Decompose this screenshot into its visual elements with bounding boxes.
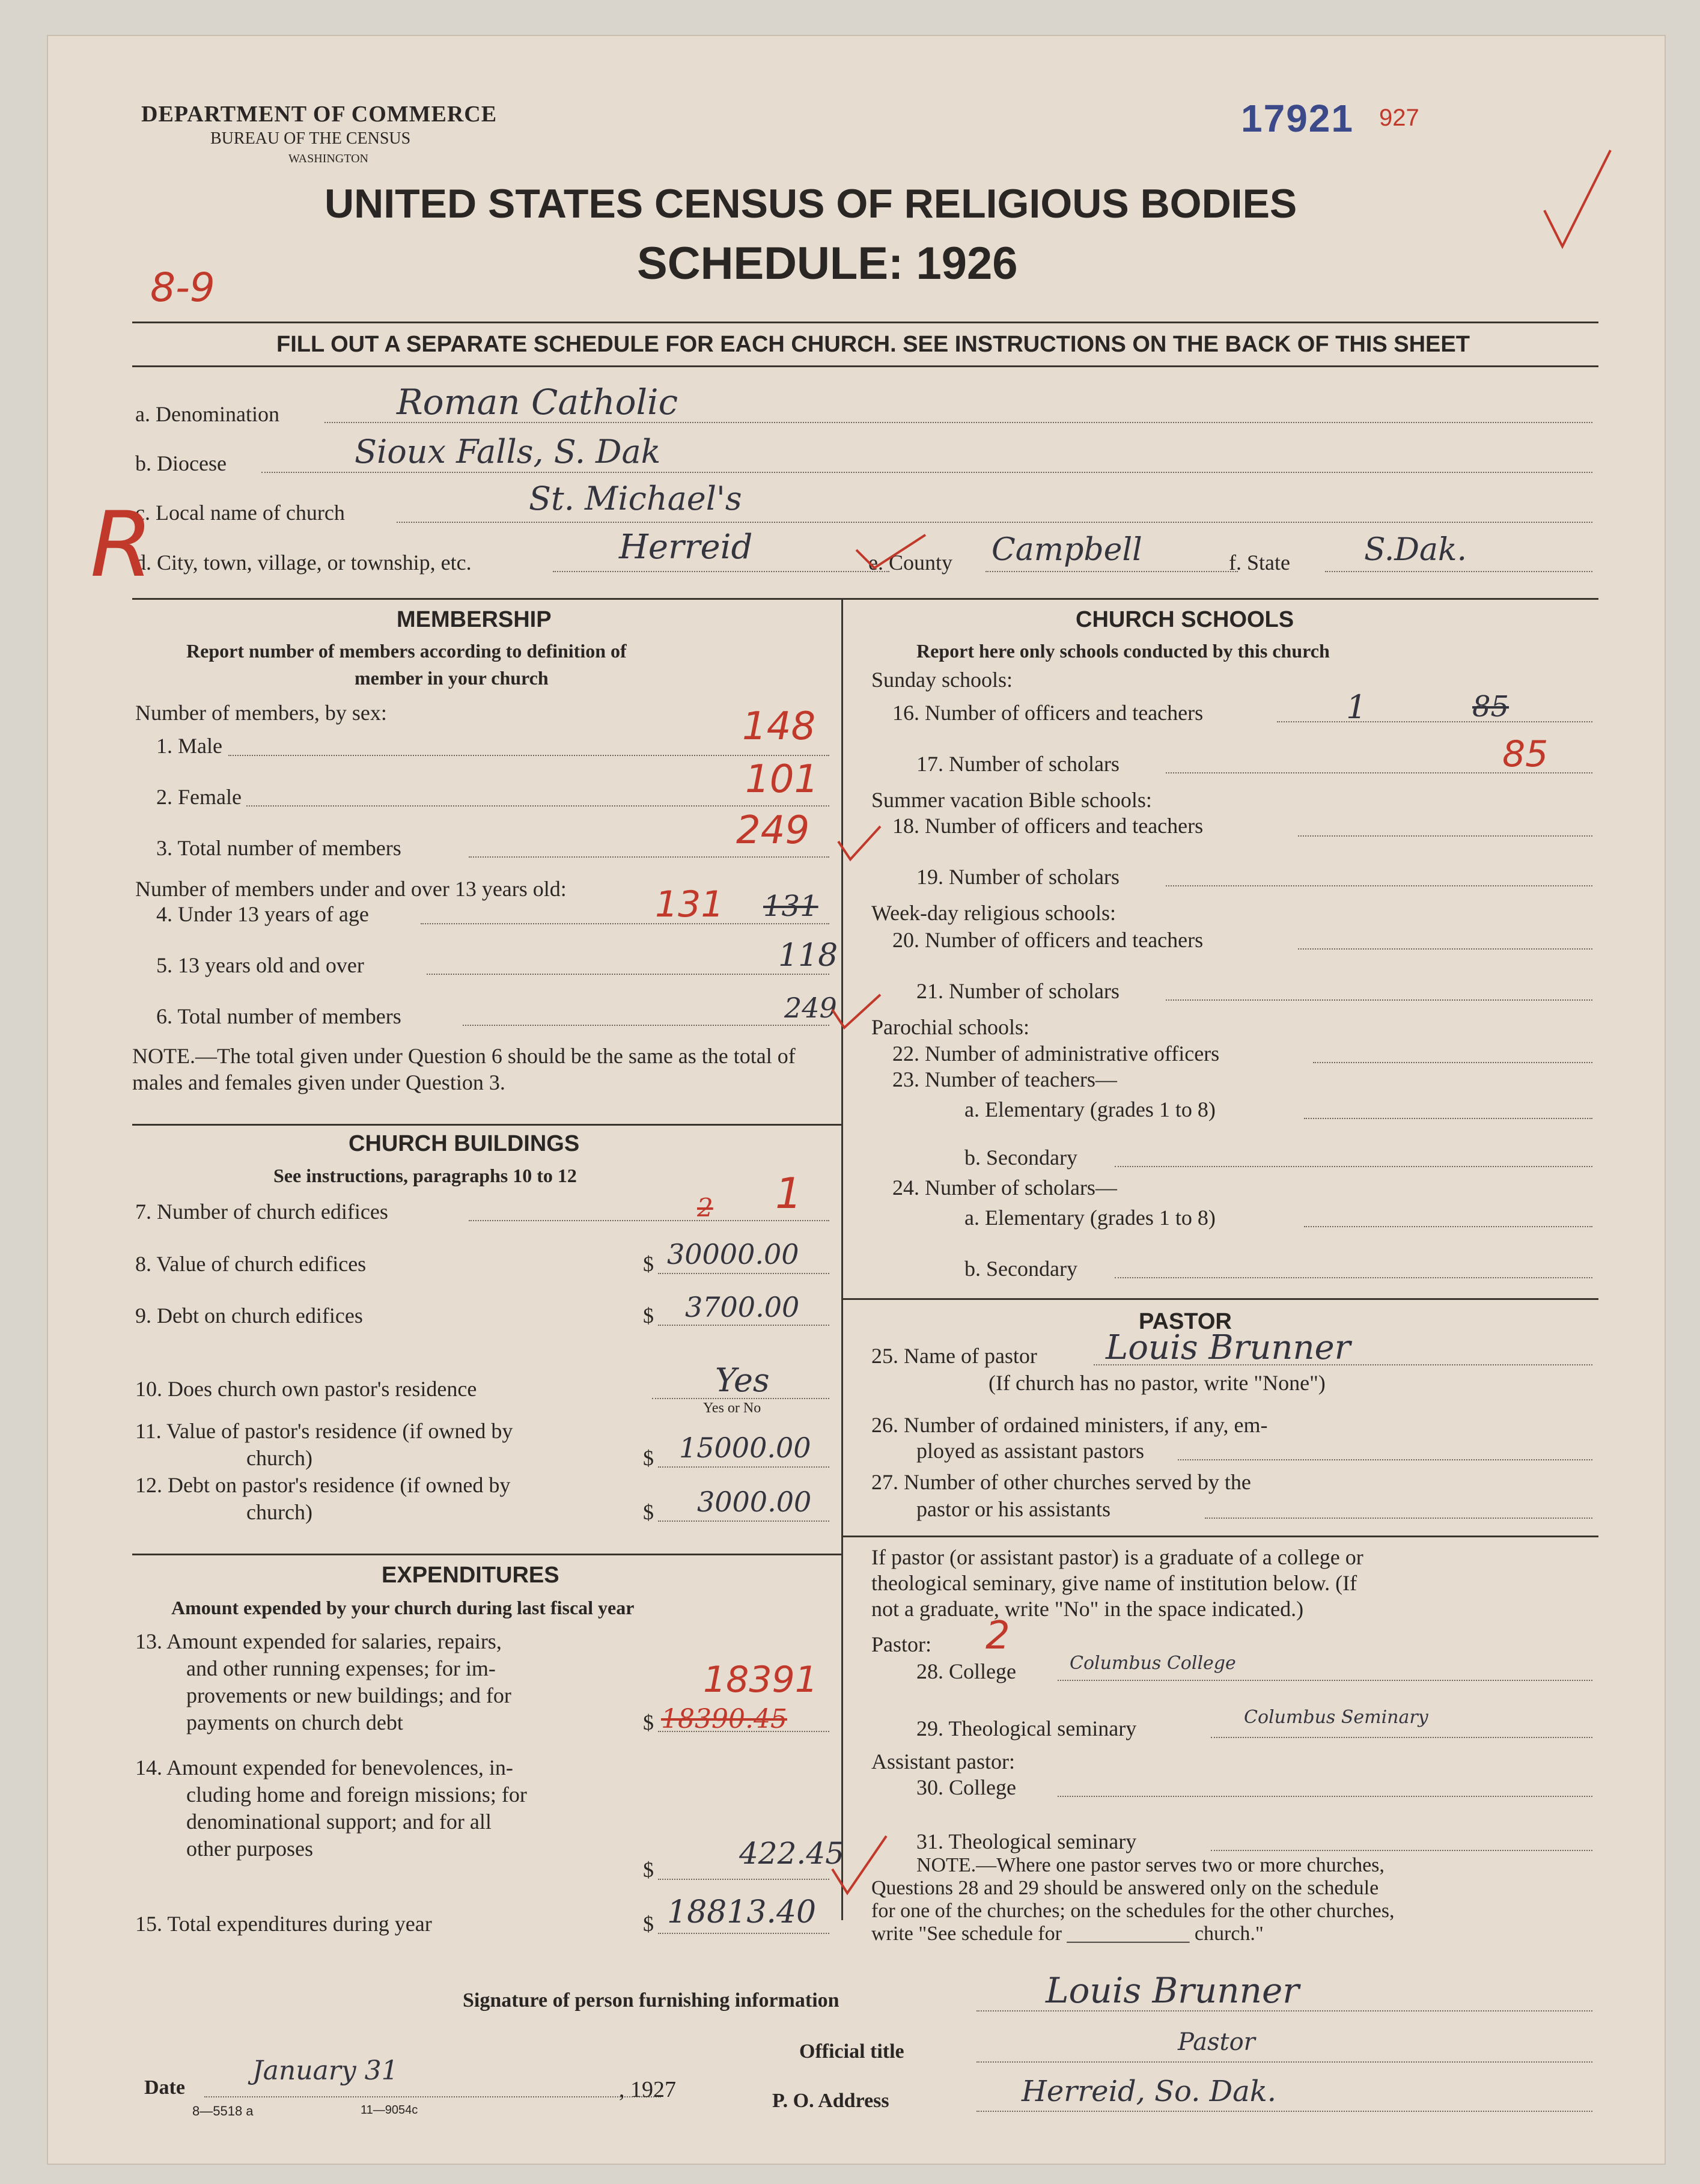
dollar-sign: $	[643, 1912, 654, 1936]
margin-mark: R	[90, 493, 153, 597]
q28-label: 28. College	[916, 1659, 1016, 1683]
receipt-stamp-suffix: 927	[1379, 105, 1419, 131]
church-name-label: c. Local name of church	[135, 501, 345, 525]
signature-field[interactable]: Louis Brunner	[1046, 1970, 1300, 2011]
by-sex-label: Number of members, by sex:	[135, 701, 387, 725]
under-13-label: 4. Under 13 years of age	[156, 902, 369, 926]
state-field[interactable]: S.Dak.	[1364, 532, 1467, 568]
instruction-banner: FILL OUT A SEPARATE SCHEDULE FOR EACH CHURCH. SEE INSTRUCTIONS ON THE BACK OF THIS SHEET	[276, 332, 1470, 357]
exp-14-field[interactable]: 422.45	[739, 1836, 844, 1871]
checkmark-icon	[1538, 144, 1616, 252]
exp-13-field[interactable]: 18391	[703, 1659, 818, 1701]
q24a-label: a. Elementary (grades 1 to 8)	[964, 1206, 1216, 1230]
buildings-heading: CHURCH BUILDINGS	[349, 1131, 580, 1156]
edifices-count-field[interactable]: 1	[775, 1169, 802, 1218]
page-title: UNITED STATES CENSUS OF RELIGIOUS BODIES	[324, 181, 1297, 227]
exp-14-line3: denominational support; and for all	[186, 1810, 492, 1834]
bureau-label: BUREAU OF THE CENSUS	[210, 129, 411, 148]
q17-label: 17. Number of scholars	[916, 752, 1120, 776]
q26-line2: ployed as assistant pastors	[916, 1439, 1144, 1463]
diocese-label: b. Diocese	[135, 451, 227, 475]
edifices-count-struck: 2	[697, 1193, 713, 1222]
membership-sub1: Report number of members according to definition of	[186, 640, 627, 662]
weekday-label: Week-day religious schools:	[871, 901, 1117, 925]
total-members-label: 3. Total number of members	[156, 836, 401, 860]
county-label: e. County	[868, 551, 952, 575]
date-field[interactable]: January 31	[252, 2055, 398, 2086]
q29-label: 29. Theological seminary	[916, 1716, 1137, 1740]
edifices-debt-field[interactable]: 3700.00	[685, 1291, 800, 1323]
assistant-label: Assistant pastor:	[871, 1749, 1015, 1774]
residence-value-label-2: church)	[246, 1446, 312, 1470]
pastor-college-field[interactable]: Columbus College	[1070, 1653, 1236, 1674]
q30-label: 30. College	[916, 1775, 1016, 1799]
q17-field[interactable]: 85	[1502, 733, 1549, 775]
pastor-seminary-field[interactable]: Columbus Seminary	[1244, 1707, 1428, 1728]
department-label: DEPARTMENT OF COMMERCE	[141, 102, 498, 127]
pastor-name-field[interactable]: Louis Brunner	[1106, 1328, 1351, 1367]
exp-13-struck: 18390.45	[661, 1704, 787, 1734]
yes-no-hint: Yes or No	[703, 1400, 761, 1416]
edifices-debt-label: 9. Debt on church edifices	[135, 1304, 363, 1328]
pastor-note-4: write "See schedule for ____________ church."	[871, 1923, 1264, 1945]
q31-label: 31. Theological seminary	[916, 1829, 1137, 1853]
q19-label: 19. Number of scholars	[916, 865, 1120, 889]
by-age-label: Number of members under and over 13 years old:	[135, 877, 567, 901]
exp-15-label: 15. Total expenditures during year	[135, 1912, 432, 1936]
q27-line2: pastor or his assistants	[916, 1497, 1110, 1521]
over-13-field[interactable]: 118	[778, 938, 838, 974]
pastor-note-3: for one of the churches; on the schedules for the other churches,	[871, 1900, 1395, 1922]
female-label: 2. Female	[156, 785, 242, 809]
owns-residence-label: 10. Does church own pastor's residence	[135, 1377, 477, 1401]
q23a-label: a. Elementary (grades 1 to 8)	[964, 1097, 1216, 1121]
pastor-sub-label: Pastor:	[871, 1632, 932, 1656]
print-number: 11—9054c	[361, 2103, 418, 2117]
schedule-title: SCHEDULE: 1926	[637, 238, 1018, 289]
pastor-note-2: Questions 28 and 29 should be answered only on the schedule	[871, 1877, 1379, 1899]
q22-label: 22. Number of administrative officers	[892, 1042, 1220, 1066]
sunday-label: Sunday schools:	[871, 668, 1013, 692]
q24-label: 24. Number of scholars—	[892, 1176, 1117, 1200]
exp-15-field[interactable]: 18813.40	[667, 1894, 817, 1930]
under-13-struck: 131	[763, 889, 818, 923]
grad-line2: theological seminary, give name of institution below. (If	[871, 1571, 1357, 1595]
total-members-field[interactable]: 249	[736, 808, 810, 853]
official-title-field[interactable]: Pastor	[1178, 2028, 1255, 2056]
q21-label: 21. Number of scholars	[916, 979, 1120, 1003]
parochial-label: Parochial schools:	[871, 1015, 1029, 1039]
city-label-row: d. City, town, village, or township, etc.	[135, 551, 472, 575]
membership-sub2: member in your church	[355, 667, 549, 689]
grad-line1: If pastor (or assistant pastor) is a graduate of a college or	[871, 1545, 1363, 1569]
male-label: 1. Male	[156, 734, 222, 758]
form-number: 8—5518 a	[192, 2103, 254, 2118]
residence-debt-field[interactable]: 3000.00	[697, 1486, 812, 1518]
edifices-count-label: 7. Number of church edifices	[135, 1200, 388, 1224]
dollar-sign: $	[643, 1500, 654, 1524]
residence-debt-label-2: church)	[246, 1500, 312, 1524]
exp-14-line2: cluding home and foreign missions; for	[186, 1783, 527, 1807]
census-schedule-sheet	[48, 36, 1665, 2164]
residence-value-label: 11. Value of pastor's residence (if owned by	[135, 1419, 513, 1443]
q20-label: 20. Number of officers and teachers	[892, 928, 1204, 952]
summer-label: Summer vacation Bible schools:	[871, 788, 1152, 812]
owns-residence-field[interactable]: Yes	[715, 1361, 770, 1399]
residence-debt-label: 12. Debt on pastor's residence (if owned by	[135, 1473, 511, 1497]
denomination-label: a. Denomination	[135, 402, 279, 426]
grad-line3: not a graduate, write "No" in the space indicated.)	[871, 1597, 1304, 1621]
q23-label: 23. Number of teachers—	[892, 1067, 1117, 1091]
schools-heading: CHURCH SCHOOLS	[1076, 607, 1294, 632]
dollar-sign: $	[643, 1252, 654, 1276]
q18-label: 18. Number of officers and teachers	[892, 814, 1204, 838]
exp-14-line1: 14. Amount expended for benevolences, in-	[135, 1755, 513, 1780]
exp-13-line2: and other running expenses; for im-	[186, 1656, 496, 1680]
dollar-sign: $	[643, 1446, 654, 1470]
city-field[interactable]: Herreid	[619, 528, 753, 567]
checkmark-icon	[853, 532, 931, 574]
q26-line1: 26. Number of ordained ministers, if any, em-	[871, 1413, 1268, 1437]
state-label: f. State	[1229, 551, 1290, 575]
exp-14-line4: other purposes	[186, 1837, 313, 1861]
membership-note: NOTE.—The total given under Question 6 should be the same as the total of males and females given under Question 3.	[132, 1044, 796, 1094]
dollar-sign: $	[643, 1858, 654, 1882]
signature-label: Signature of person furnishing information	[463, 1989, 839, 2012]
total-members-6-field[interactable]: 249	[784, 992, 837, 1024]
pastor-note-1: NOTE.—Where one pastor serves two or more churches,	[916, 1854, 1385, 1876]
edifices-value-field[interactable]: 30000.00	[667, 1238, 799, 1270]
q16-field[interactable]: 1	[1346, 688, 1367, 726]
county-field[interactable]: Campbell	[992, 532, 1142, 568]
exp-13-line3: provements or new buildings; and for	[186, 1683, 511, 1707]
church-name-field[interactable]: St. Michael's	[529, 480, 742, 517]
dollar-sign: $	[643, 1304, 654, 1328]
edifices-value-label: 8. Value of church edifices	[135, 1252, 367, 1276]
expenditures-sub: Amount expended by your church during last fiscal year	[171, 1597, 635, 1618]
q25-label: 25. Name of pastor	[871, 1344, 1037, 1368]
q16-label: 16. Number of officers and teachers	[892, 701, 1204, 725]
dollar-sign: $	[643, 1710, 654, 1734]
date-year: , 1927	[619, 2077, 676, 2102]
checkmark-icon	[835, 823, 883, 865]
buildings-sub: See instructions, paragraphs 10 to 12	[273, 1165, 577, 1186]
city-label: WASHINGTON	[288, 152, 368, 165]
date-label: Date	[144, 2076, 185, 2099]
address-label: P. O. Address	[772, 2090, 889, 2112]
over-13-label: 5. 13 years old and over	[156, 953, 364, 977]
denomination-field[interactable]: Roman Catholic	[397, 382, 678, 422]
q27-line1: 27. Number of other churches served by the	[871, 1470, 1251, 1494]
q24b-label: b. Secondary	[964, 1257, 1077, 1281]
address-field[interactable]: Herreid, So. Dak.	[1022, 2075, 1277, 2108]
official-title-label: Official title	[799, 2040, 904, 2063]
under-13-field[interactable]: 131	[655, 883, 724, 926]
residence-value-field[interactable]: 15000.00	[679, 1432, 811, 1464]
q25-note: (If church has no pastor, write "None")	[989, 1371, 1326, 1395]
receipt-stamp: 17921	[1241, 97, 1354, 140]
q23b-label: b. Secondary	[964, 1145, 1077, 1170]
diocese-field[interactable]: Sioux Falls, S. Dak	[355, 433, 661, 471]
pastor-heading: PASTOR	[1139, 1309, 1232, 1334]
q16-struck: 85	[1472, 690, 1510, 724]
pastor-mark: 2	[986, 1614, 1010, 1658]
exp-13-line4: payments on church debt	[186, 1710, 403, 1734]
total-members-6-label: 6. Total number of members	[156, 1004, 401, 1028]
female-field[interactable]: 101	[745, 757, 819, 802]
expenditures-heading: EXPENDITURES	[382, 1563, 559, 1588]
membership-heading: MEMBERSHIP	[397, 607, 552, 632]
schools-sub: Report here only schools conducted by this church	[916, 640, 1330, 662]
corner-note: 8-9	[150, 264, 215, 311]
exp-13-line1: 13. Amount expended for salaries, repairs,	[135, 1629, 502, 1653]
male-field[interactable]: 148	[742, 704, 816, 749]
